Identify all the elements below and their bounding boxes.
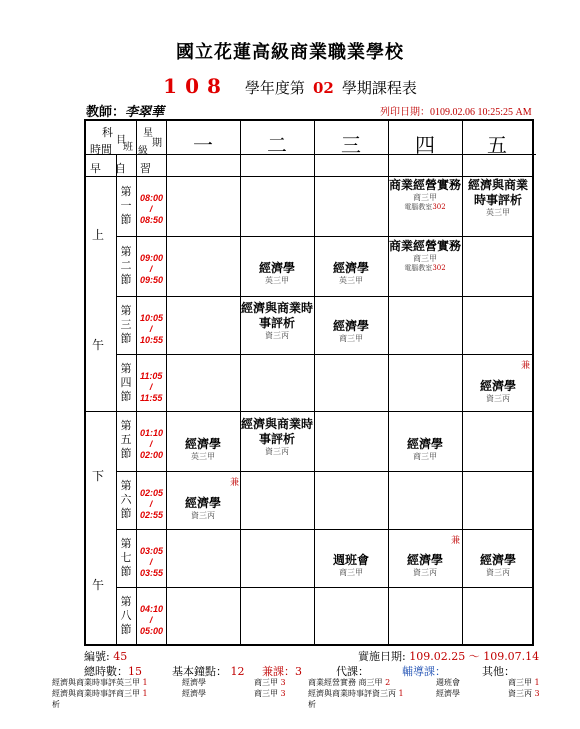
period-label-5: 第 五 節 — [120, 419, 132, 460]
course-name: 經濟與商業時事評析 — [467, 178, 528, 207]
course-class: 英三甲 — [265, 276, 289, 285]
course-class: 商三甲 — [413, 193, 437, 202]
period-time-7: 03:05 / 03:55 — [140, 546, 164, 578]
grid-line — [116, 471, 532, 472]
period-label-1: 第 一 節 — [120, 185, 132, 226]
course-cell — [463, 178, 533, 218]
course-cell — [389, 437, 461, 462]
summary-cell: 商業經營實務 商三甲 2 — [308, 678, 391, 687]
day-header-tue: 二 — [267, 133, 287, 157]
course-cell — [389, 178, 461, 212]
summary-cell: 商三甲 3 — [254, 678, 286, 687]
course-name: 經濟學 — [184, 437, 221, 451]
course-cell — [389, 553, 461, 578]
grid-line — [116, 154, 117, 644]
subtitle-suffix: 學期課程表 — [341, 79, 417, 97]
header-star: 星 — [143, 128, 153, 139]
extra-class-flag: 兼 — [521, 361, 531, 371]
course-class: 資三丙 — [265, 331, 289, 340]
course-cell — [315, 261, 387, 286]
course-name: 經濟與商業時事評析 — [241, 417, 314, 446]
grid-line — [136, 121, 137, 644]
teacher-label: 教師： — [86, 105, 126, 120]
course-class: 資三丙 — [486, 394, 510, 403]
course-cell — [315, 319, 387, 344]
semester: 02 — [312, 79, 334, 97]
serial-number: 編號: 45 — [84, 650, 128, 663]
print-date: 列印日期：0109.02.06 10:25:25 AM — [380, 107, 532, 118]
summary-cell: 經濟學 — [436, 689, 460, 698]
summary-cell: 資三丙 3 — [508, 689, 540, 698]
course-cell — [315, 553, 387, 578]
course-cell — [463, 379, 533, 404]
period-label-4: 第 四 節 — [120, 362, 132, 403]
timetable-grid — [84, 119, 534, 646]
course-class: 商三甲 — [413, 452, 437, 461]
course-cell — [463, 553, 533, 578]
morning-study-label: 早自習 — [90, 162, 165, 175]
period-time-4: 11:05 / 11:55 — [140, 371, 163, 403]
summary-cell: 週班會 — [436, 678, 460, 687]
pm-label-2: 午 — [92, 578, 105, 592]
summary-wrap: 析 — [52, 700, 60, 709]
grid-line — [116, 529, 532, 530]
header-time: 時 — [90, 143, 101, 156]
summary-cell: 商三甲 3 — [254, 689, 286, 698]
course-name: 經濟學 — [332, 319, 369, 333]
day-header-wed: 三 — [341, 133, 361, 157]
summary-cell: 經濟學 — [182, 689, 206, 698]
am-label-2: 午 — [92, 338, 105, 352]
course-class: 英三甲 — [486, 208, 510, 217]
header-period-a: 間 — [101, 143, 112, 156]
course-room: 電腦教室302 — [404, 264, 446, 272]
grid-line — [166, 121, 167, 644]
course-cell — [167, 496, 239, 521]
course-class: 英三甲 — [191, 452, 215, 461]
grid-line — [240, 121, 241, 644]
summary-cell: 經濟與商業時事評資三丙 1 — [308, 689, 404, 698]
extra-hours: 兼課：3 — [262, 665, 302, 678]
course-class: 資三丙 — [413, 568, 437, 577]
day-header-mon: 一 — [193, 133, 213, 157]
summary-cell: 經濟與商業時事評英三甲 1 — [52, 678, 148, 687]
grid-line — [86, 176, 532, 177]
summary-wrap: 析 — [308, 700, 316, 709]
header-class: 班 — [123, 142, 133, 153]
course-name: 經濟學 — [406, 553, 443, 567]
grid-line — [116, 354, 532, 355]
substitute-label: 代課： — [336, 665, 369, 678]
header-subject: 科 — [102, 126, 113, 139]
course-name: 商業經營實務 — [389, 239, 462, 253]
course-name: 商業經營實務 — [389, 178, 462, 192]
period-label-6: 第 六 節 — [120, 479, 132, 520]
course-name: 經濟學 — [184, 496, 221, 510]
period-time-8: 04:10 / 05:00 — [140, 604, 164, 636]
academic-year: 108 — [163, 74, 229, 98]
grid-line — [116, 296, 532, 297]
course-class: 商三甲 — [339, 568, 363, 577]
tutoring-label: 輔導課： — [402, 665, 446, 678]
period-label-7: 第 七 節 — [120, 537, 132, 578]
period-time-6: 02:05 / 02:55 — [140, 488, 164, 520]
course-name: 經濟學 — [406, 437, 443, 451]
period-label-3: 第 三 節 — [120, 304, 132, 345]
grid-line — [116, 587, 532, 588]
course-name: 經濟學 — [258, 261, 295, 275]
total-hours: 總時數：15 — [84, 665, 142, 678]
course-class: 資三丙 — [191, 511, 215, 520]
period-time-1: 08:00 / 08:50 — [140, 193, 164, 225]
course-cell — [241, 261, 313, 286]
grid-line — [116, 236, 532, 237]
period-label-8: 第 八 節 — [120, 595, 132, 636]
course-name: 經濟學 — [332, 261, 369, 275]
course-class: 資三丙 — [265, 447, 289, 456]
course-cell — [389, 239, 461, 273]
period-time-5: 01:10 / 02:00 — [140, 428, 164, 460]
header-level: 級 — [138, 146, 148, 157]
course-cell — [167, 437, 239, 462]
schedule-subtitle — [0, 74, 580, 98]
extra-class-flag: 兼 — [230, 478, 240, 488]
teacher-line — [86, 101, 164, 120]
extra-class-flag: 兼 — [451, 536, 461, 546]
day-header-fri: 五 — [487, 133, 507, 157]
header-item: 目 — [116, 135, 126, 146]
base-hours: 基本鐘點： 12 — [172, 665, 245, 678]
course-name: 經濟與商業時事評析 — [241, 301, 314, 330]
subtitle-prefix: 學年度第 — [244, 79, 305, 97]
other-label: 其他： — [482, 665, 515, 678]
period-label-2: 第 二 節 — [120, 245, 132, 286]
header-period: 期 — [152, 138, 162, 149]
summary-cell: 商三甲 1 — [508, 678, 540, 687]
course-name: 週班會 — [332, 553, 369, 567]
course-name: 經濟學 — [479, 379, 516, 393]
school-title: 國立花蓮高級商業職業學校 — [176, 42, 404, 63]
summary-cell: 經濟與商業時事評商三甲 1 — [52, 689, 148, 698]
period-time-2: 09:00 / 09:50 — [140, 253, 164, 285]
course-class: 英三甲 — [339, 276, 363, 285]
course-cell — [241, 301, 313, 341]
course-cell — [241, 417, 313, 457]
course-class: 商三甲 — [339, 334, 363, 343]
summary-cell: 經濟學 — [182, 678, 206, 687]
effective-period: 實施日期: 109.02.25 ～ 109.07.14 — [358, 650, 540, 663]
course-name: 經濟學 — [479, 553, 516, 567]
day-header-thu: 四 — [415, 133, 435, 157]
course-class: 資三丙 — [486, 568, 510, 577]
grid-line — [86, 411, 532, 412]
teacher-name: 李翠華 — [125, 105, 165, 120]
am-label-1: 上 — [92, 228, 105, 242]
course-class: 商三甲 — [413, 254, 437, 263]
period-time-3: 10:05 / 10:55 — [140, 313, 164, 345]
course-room: 電腦教室302 — [404, 203, 446, 211]
pm-label-1: 下 — [92, 469, 105, 483]
